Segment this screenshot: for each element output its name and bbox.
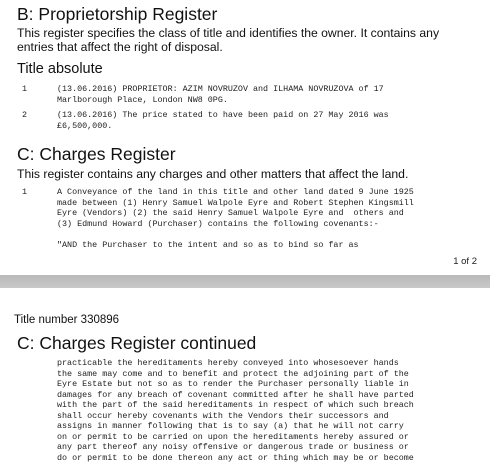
page-indicator: 1 of 2: [453, 256, 477, 267]
charges-register-heading: C: Charges Register: [17, 144, 176, 164]
proprietorship-entry-text: (13.06.2016) The price stated to have been paid on 27 May 2016 was £6,500,000.: [57, 110, 389, 131]
charges-register-continued-heading: C: Charges Register continued: [17, 333, 257, 353]
charges-entry-text: A Conveyance of the land in this title and other land dated 9 June 1925 made between (1) Henry Samuel Walpole Eyre and Robert Stephen Kingsmill Eyre (Vendors) (2) the said Henry Samuel Walpole Eyre and others and (3) Edmund Howard (Purchaser) contains the following covenants:- "AND the Purchaser to the intent and so as to bind so far as: [57, 187, 414, 250]
charges-continued-text: practicable the hereditaments hereby conveyed into whosesoever hands the same may come and to benefit and protect the adjoining part of the Eyre Estate but not so as to render the Purchaser personally liable in damages for any breach of covenant committed after he shall have parted with the part of the said hereditaments in respect of which such breach shall occur hereby covenants with the Vendors their successors and assigns in manner following that is to say (a) that he will not carry on or permit to be carried on upon the hereditaments hereby assured or any part thereof any noisy offensive or dangerous trade or business or do or permit to be done thereon any act or thing which may be or become: [57, 358, 414, 463]
page-separator: [0, 275, 490, 288]
title-class: Title absolute: [17, 61, 103, 77]
charges-register-intro: This register contains any charges and other matters that affect the land.: [17, 167, 409, 181]
document-page-2: [0, 288, 490, 463]
proprietorship-entry-number: 2: [22, 110, 28, 120]
proprietorship-register-heading: B: Proprietorship Register: [17, 4, 218, 24]
charges-entry-number: 1: [22, 187, 28, 197]
title-number: Title number 330896: [14, 314, 120, 326]
proprietorship-entry-text: (13.06.2016) PROPRIETOR: AZIM NOVRUZOV and ILHAMA NOVRUZOVA of 17 Marlborough Place, London NW8 0PG.: [57, 84, 384, 105]
proprietorship-entry-number: 1: [22, 84, 28, 94]
proprietorship-register-intro: This register specifies the class of title and identifies the owner. It contains any entries that affect the right of disposal.: [17, 26, 440, 54]
